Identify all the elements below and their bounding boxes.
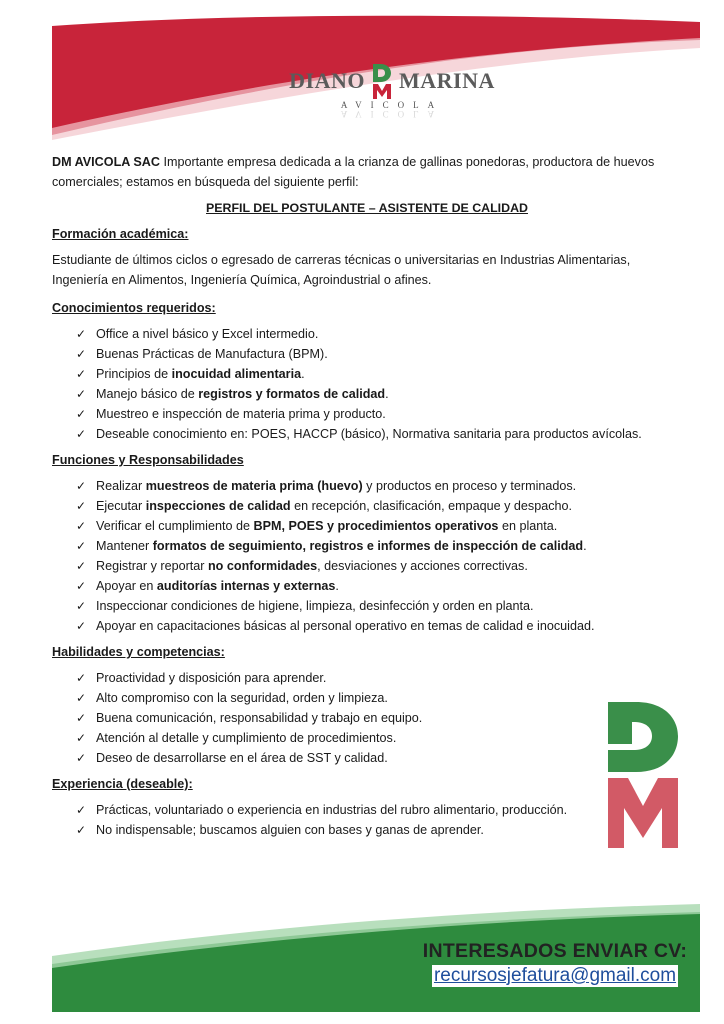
- text-run: .: [301, 367, 305, 381]
- checkmark-icon: ✓: [76, 803, 87, 817]
- list-item: [76, 364, 682, 384]
- text-run: Muestreo e inspección de materia prima y producto.: [96, 407, 386, 421]
- section-title-experiencia: Experiencia (deseable):: [52, 777, 193, 791]
- checkmark-icon: ✓: [76, 691, 87, 705]
- emphasis-text: auditorías internas y externas: [156, 579, 336, 593]
- list-item: [76, 536, 682, 556]
- company-logo: [287, 62, 497, 134]
- section-title-habilidades: Habilidades y competencias:: [52, 645, 225, 659]
- contact-block: [420, 940, 690, 987]
- list-item: [76, 596, 682, 616]
- text-run: Apoyar en: [96, 579, 157, 593]
- list-item-text: [96, 324, 318, 344]
- section-title-formacion: Formación académica:: [52, 227, 189, 241]
- intro-paragraph: [52, 152, 682, 192]
- list-item-text: [96, 364, 305, 384]
- text-run: Apoyar en capacitaciones básicas al personal operativo en temas de calidad e inocuidad.: [96, 619, 595, 633]
- text-run: Manejo básico de: [96, 387, 199, 401]
- checkmark-icon: ✓: [76, 407, 87, 421]
- list-item: [76, 516, 682, 536]
- text-run: , desviaciones y acciones correctivas.: [317, 559, 528, 573]
- list-item-text: [96, 800, 567, 820]
- list-item-text: [96, 404, 386, 424]
- list-item-text: [96, 476, 576, 496]
- profile-title: PERFIL DEL POSTULANTE – ASISTENTE DE CALIDAD: [206, 201, 528, 215]
- text-run: Realizar: [96, 479, 146, 493]
- list-item-text: [96, 688, 388, 708]
- list-item: [76, 384, 682, 404]
- text-run: .: [385, 387, 389, 401]
- text-run: Buenas Prácticas de Manufactura (BPM).: [96, 347, 328, 361]
- list-item-text: [96, 516, 557, 536]
- list-item-text: [96, 596, 534, 616]
- list-item: [76, 324, 682, 344]
- text-run: en planta.: [498, 519, 558, 533]
- list-item-text: [96, 496, 572, 516]
- checkmark-icon: ✓: [76, 427, 87, 441]
- checkmark-icon: ✓: [76, 751, 87, 765]
- list-item: [76, 616, 682, 636]
- list-item: [76, 800, 682, 820]
- checkmark-icon: ✓: [76, 347, 87, 361]
- list-item: [76, 476, 682, 496]
- checkmark-icon: ✓: [76, 731, 87, 745]
- list-item: [76, 424, 682, 444]
- emphasis-text: BPM, POES y procedimientos operativos: [253, 519, 499, 533]
- text-run: Registrar y reportar: [96, 559, 208, 573]
- list-item-text: [96, 748, 388, 768]
- section-title-funciones: Funciones y Responsabilidades: [52, 453, 244, 467]
- job-posting-body: [52, 152, 682, 846]
- list-item-text: [96, 820, 484, 840]
- checkmark-icon: ✓: [76, 671, 87, 685]
- checkmark-icon: ✓: [76, 479, 87, 493]
- checkmark-icon: ✓: [76, 579, 87, 593]
- text-run: Ejecutar: [96, 499, 146, 513]
- list-item-text: [96, 536, 587, 556]
- checkmark-icon: ✓: [76, 599, 87, 613]
- list-item-text: [96, 728, 396, 748]
- list-item: [76, 496, 682, 516]
- dm-logo-mark-icon: [369, 62, 395, 100]
- list-item-text: [96, 424, 642, 444]
- checkmark-icon: ✓: [76, 519, 87, 533]
- text-run: Proactividad y disposición para aprender.: [96, 671, 327, 685]
- funciones-list: [52, 476, 682, 636]
- text-run: Principios de: [96, 367, 172, 381]
- list-item: [76, 728, 682, 748]
- list-item-text: [96, 384, 389, 404]
- checkmark-icon: ✓: [76, 387, 87, 401]
- list-item: [76, 576, 682, 596]
- text-run: Verificar el cumplimiento de: [96, 519, 254, 533]
- text-run: en recepción, clasificación, empaque y despacho.: [290, 499, 573, 513]
- contact-email-link[interactable]: recursosjefatura@gmail.com: [433, 965, 677, 986]
- contact-title: INTERESADOS ENVIAR CV:: [422, 940, 688, 962]
- list-item-text: [96, 616, 594, 636]
- company-name: DM AVICOLA SAC: [52, 155, 160, 169]
- text-run: .: [335, 579, 339, 593]
- conocimientos-list: [52, 324, 682, 444]
- list-item: [76, 556, 682, 576]
- emphasis-text: formatos de seguimiento, registros e informes de inspección de calidad: [152, 539, 584, 553]
- logo-word-left: DIANO: [289, 68, 365, 93]
- text-run: Atención al detalle y cumplimiento de procedimientos.: [96, 731, 397, 745]
- text-run: Alto compromiso con la seguridad, orden y limpieza.: [96, 691, 388, 705]
- text-run: Deseable conocimiento en: POES, HACCP (básico), Normativa sanitaria para productos avícolas.: [96, 427, 642, 441]
- text-run: Prácticas, voluntariado o experiencia en industrias del rubro alimentario, producción.: [96, 803, 568, 817]
- list-item: [76, 344, 682, 364]
- emphasis-text: muestreos de materia prima (huevo): [145, 479, 363, 493]
- section-title-conocimientos: Conocimientos requeridos:: [52, 301, 216, 315]
- text-run: Inspeccionar condiciones de higiene, limpieza, desinfección y orden en planta.: [96, 599, 534, 613]
- checkmark-icon: ✓: [76, 539, 87, 553]
- logo-word-right: MARINA: [398, 68, 495, 93]
- text-run: Deseo de desarrollarse en el área de SST y calidad.: [96, 751, 388, 765]
- checkmark-icon: ✓: [76, 823, 87, 837]
- list-item: [76, 668, 682, 688]
- formacion-text: Estudiante de últimos ciclos o egresado de carreras técnicas o universitarias en Industrias Alimentarias, Ingeniería en Alimentos, Ingeniería Química, Agroindustrial o afines.: [52, 253, 631, 287]
- text-run: No indispensable; buscamos alguien con bases y ganas de aprender.: [96, 823, 484, 837]
- logo-subtitle-reflection: AVICOLA: [340, 109, 444, 119]
- experiencia-list: [52, 800, 682, 840]
- list-item: [76, 820, 682, 840]
- text-run: Mantener: [96, 539, 153, 553]
- list-item: [76, 708, 682, 728]
- checkmark-icon: ✓: [76, 711, 87, 725]
- text-run: Office a nivel básico y Excel intermedio.: [96, 327, 319, 341]
- habilidades-list: [52, 668, 682, 768]
- logo-subtitle: AVICOLA: [340, 100, 444, 110]
- intro-text: Importante empresa dedicada a la crianza de gallinas ponedoras, productora de huevos comerciales; estamos en búsqueda del siguiente perfil:: [52, 155, 655, 189]
- list-item-text: [96, 576, 339, 596]
- checkmark-icon: ✓: [76, 327, 87, 341]
- text-run: .: [583, 539, 587, 553]
- list-item: [76, 404, 682, 424]
- text-run: Buena comunicación, responsabilidad y trabajo en equipo.: [96, 711, 423, 725]
- emphasis-text: registros y formatos de calidad: [198, 387, 386, 401]
- checkmark-icon: ✓: [76, 619, 87, 633]
- dm-brand-mark-icon: [606, 700, 680, 850]
- list-item-text: [96, 344, 328, 364]
- list-item-text: [96, 708, 422, 728]
- text-run: y productos en proceso y terminados.: [362, 479, 577, 493]
- list-item-text: [96, 668, 326, 688]
- list-item: [76, 688, 682, 708]
- list-item-text: [96, 556, 528, 576]
- checkmark-icon: ✓: [76, 499, 87, 513]
- emphasis-text: no conformidades: [207, 559, 318, 573]
- checkmark-icon: ✓: [76, 367, 87, 381]
- checkmark-icon: ✓: [76, 559, 87, 573]
- emphasis-text: inocuidad alimentaria: [171, 367, 302, 381]
- emphasis-text: inspecciones de calidad: [145, 499, 291, 513]
- list-item: [76, 748, 682, 768]
